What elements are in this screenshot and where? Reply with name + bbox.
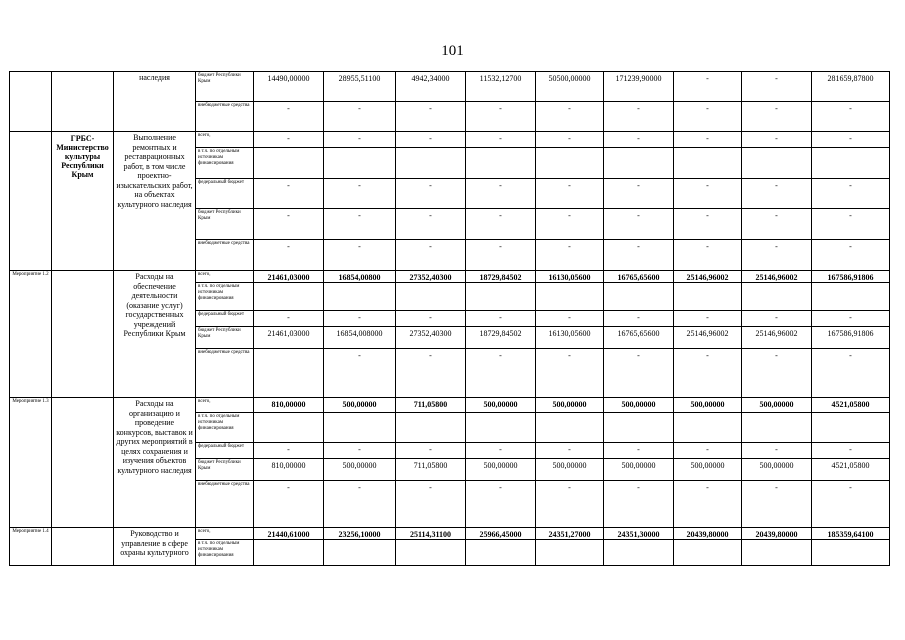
value-cell: - bbox=[812, 132, 890, 148]
value-cell: - bbox=[742, 179, 812, 209]
value-cell: - bbox=[254, 443, 324, 459]
value-cell: - bbox=[536, 179, 604, 209]
value-cell: 500,00000 bbox=[536, 398, 604, 413]
value-cell bbox=[674, 283, 742, 311]
value-cell: - bbox=[536, 311, 604, 327]
value-cell: 500,00000 bbox=[604, 398, 674, 413]
value-cell bbox=[674, 413, 742, 443]
value-cell: 810,00000 bbox=[254, 459, 324, 481]
value-cell: - bbox=[254, 179, 324, 209]
measure-number-cell bbox=[10, 72, 52, 132]
value-cell: 25114,31100 bbox=[396, 528, 466, 540]
value-cell: - bbox=[324, 240, 396, 271]
value-cell bbox=[536, 413, 604, 443]
value-cell: 500,00000 bbox=[466, 459, 536, 481]
value-cell: - bbox=[674, 349, 742, 398]
value-cell bbox=[396, 148, 466, 179]
value-cell: - bbox=[324, 311, 396, 327]
value-cell: 21440,61000 bbox=[254, 528, 324, 540]
value-cell: - bbox=[812, 349, 890, 398]
value-cell: - bbox=[604, 311, 674, 327]
value-cell: - bbox=[604, 349, 674, 398]
value-cell: - bbox=[536, 240, 604, 271]
value-cell bbox=[324, 540, 396, 566]
value-cell: 167586,91806 bbox=[812, 327, 890, 349]
value-cell: - bbox=[466, 240, 536, 271]
value-cell: - bbox=[742, 72, 812, 102]
value-cell: - bbox=[742, 443, 812, 459]
value-cell bbox=[254, 413, 324, 443]
value-cell: 27352,40300 bbox=[396, 271, 466, 283]
measure-number-cell: Мероприятие 1.2 bbox=[10, 271, 52, 398]
value-cell: 500,00000 bbox=[604, 459, 674, 481]
value-cell bbox=[536, 540, 604, 566]
value-cell: 21461,03000 bbox=[254, 327, 324, 349]
value-cell: - bbox=[536, 132, 604, 148]
value-cell: 810,00000 bbox=[254, 398, 324, 413]
funding-source-cell: всего, bbox=[196, 132, 254, 148]
value-cell: 25966,45000 bbox=[466, 528, 536, 540]
measure-number-cell: Мероприятие 1.4 bbox=[10, 528, 52, 566]
value-cell: - bbox=[466, 209, 536, 240]
value-cell: - bbox=[466, 179, 536, 209]
page-number: 101 bbox=[441, 43, 464, 59]
value-cell bbox=[674, 148, 742, 179]
value-cell bbox=[674, 540, 742, 566]
value-cell: - bbox=[324, 132, 396, 148]
value-cell: - bbox=[604, 132, 674, 148]
funding-source-cell: всего, bbox=[196, 271, 254, 283]
budget-table bbox=[9, 71, 890, 566]
funding-source-cell: федеральный бюджет bbox=[196, 311, 254, 327]
value-cell: 21461,03000 bbox=[254, 271, 324, 283]
value-cell: - bbox=[674, 72, 742, 102]
funding-source-cell: в т.ч. по отдельным источникам финансирования bbox=[196, 148, 254, 179]
table-row bbox=[10, 398, 890, 413]
value-cell: - bbox=[742, 349, 812, 398]
value-cell: - bbox=[324, 209, 396, 240]
value-cell bbox=[466, 148, 536, 179]
table-row bbox=[10, 528, 890, 540]
responsible-cell bbox=[52, 271, 114, 398]
value-cell: - bbox=[674, 179, 742, 209]
value-cell bbox=[466, 283, 536, 311]
value-cell: - bbox=[674, 443, 742, 459]
value-cell: - bbox=[742, 311, 812, 327]
table-row bbox=[10, 132, 890, 148]
value-cell: - bbox=[674, 481, 742, 528]
value-cell: 16765,65600 bbox=[604, 271, 674, 283]
value-cell bbox=[396, 413, 466, 443]
measure-name-cell: Расходы на обеспечение деятельности (оказание услуг) государственных учреждений Республики Крым bbox=[114, 271, 196, 398]
value-cell: - bbox=[396, 481, 466, 528]
value-cell bbox=[324, 413, 396, 443]
value-cell: - bbox=[604, 240, 674, 271]
funding-source-cell: внебюджетные средства bbox=[196, 102, 254, 132]
funding-source-cell: внебюджетные средства bbox=[196, 349, 254, 398]
value-cell: - bbox=[254, 102, 324, 132]
value-cell: - bbox=[324, 481, 396, 528]
value-cell: - bbox=[604, 102, 674, 132]
value-cell: 11532,12700 bbox=[466, 72, 536, 102]
value-cell: 4521,05800 bbox=[812, 459, 890, 481]
value-cell: - bbox=[674, 311, 742, 327]
value-cell: - bbox=[674, 132, 742, 148]
measure-number-cell bbox=[10, 132, 52, 271]
value-cell: - bbox=[396, 102, 466, 132]
value-cell: 16854,00800 bbox=[324, 271, 396, 283]
value-cell: - bbox=[324, 179, 396, 209]
value-cell: 500,00000 bbox=[742, 398, 812, 413]
value-cell bbox=[812, 540, 890, 566]
value-cell: 500,00000 bbox=[674, 459, 742, 481]
value-cell: - bbox=[396, 349, 466, 398]
value-cell: 185359,64100 bbox=[812, 528, 890, 540]
value-cell bbox=[536, 283, 604, 311]
value-cell: - bbox=[812, 179, 890, 209]
value-cell: 500,00000 bbox=[674, 398, 742, 413]
value-cell: - bbox=[466, 132, 536, 148]
responsible-cell bbox=[52, 72, 114, 132]
value-cell bbox=[466, 413, 536, 443]
value-cell: 500,00000 bbox=[536, 459, 604, 481]
value-cell: 500,00000 bbox=[742, 459, 812, 481]
value-cell: 25146,96002 bbox=[674, 271, 742, 283]
responsible-cell bbox=[52, 528, 114, 566]
funding-source-cell: в т.ч. по отдельным источникам финансирования bbox=[196, 283, 254, 311]
value-cell: 14490,00000 bbox=[254, 72, 324, 102]
value-cell: - bbox=[536, 209, 604, 240]
funding-source-cell: всего, bbox=[196, 528, 254, 540]
value-cell: 25146,96002 bbox=[674, 327, 742, 349]
measure-name-cell: наследия bbox=[114, 72, 196, 132]
value-cell: 167586,91806 bbox=[812, 271, 890, 283]
value-cell: - bbox=[604, 179, 674, 209]
value-cell: 25146,96002 bbox=[742, 327, 812, 349]
value-cell: - bbox=[812, 240, 890, 271]
value-cell: - bbox=[466, 349, 536, 398]
value-cell bbox=[604, 148, 674, 179]
value-cell bbox=[396, 540, 466, 566]
value-cell: - bbox=[604, 443, 674, 459]
value-cell: - bbox=[604, 209, 674, 240]
value-cell: - bbox=[324, 349, 396, 398]
value-cell: 18729,84502 bbox=[466, 271, 536, 283]
value-cell: - bbox=[812, 443, 890, 459]
value-cell: - bbox=[674, 209, 742, 240]
funding-source-cell: бюджет Республики Крым bbox=[196, 72, 254, 102]
value-cell: - bbox=[742, 240, 812, 271]
funding-source-cell: бюджет Республики Крым bbox=[196, 327, 254, 349]
value-cell: 16765,65600 bbox=[604, 327, 674, 349]
value-cell bbox=[254, 148, 324, 179]
value-cell: - bbox=[466, 311, 536, 327]
value-cell: - bbox=[536, 102, 604, 132]
value-cell: - bbox=[536, 349, 604, 398]
value-cell: - bbox=[396, 132, 466, 148]
funding-source-cell: федеральный бюджет bbox=[196, 443, 254, 459]
value-cell: 20439,80000 bbox=[674, 528, 742, 540]
value-cell: 711,05800 bbox=[396, 398, 466, 413]
value-cell: - bbox=[396, 179, 466, 209]
value-cell bbox=[604, 283, 674, 311]
value-cell: - bbox=[742, 481, 812, 528]
value-cell bbox=[604, 540, 674, 566]
value-cell: - bbox=[536, 443, 604, 459]
value-cell bbox=[742, 413, 812, 443]
value-cell: 500,00000 bbox=[466, 398, 536, 413]
value-cell bbox=[324, 148, 396, 179]
value-cell bbox=[254, 349, 324, 398]
value-cell bbox=[812, 283, 890, 311]
table-row bbox=[10, 72, 890, 102]
value-cell: - bbox=[812, 102, 890, 132]
value-cell: 4942,34000 bbox=[396, 72, 466, 102]
value-cell: - bbox=[812, 311, 890, 327]
value-cell: 20439,80000 bbox=[742, 528, 812, 540]
value-cell: 24351,30000 bbox=[604, 528, 674, 540]
value-cell: - bbox=[254, 209, 324, 240]
value-cell bbox=[812, 413, 890, 443]
value-cell: - bbox=[466, 443, 536, 459]
value-cell: - bbox=[254, 311, 324, 327]
value-cell: - bbox=[324, 443, 396, 459]
value-cell bbox=[396, 283, 466, 311]
responsible-cell: ГРБС-Министерство культуры Республики Крым bbox=[52, 132, 114, 271]
value-cell: 25146,96002 bbox=[742, 271, 812, 283]
value-cell: 171239,90000 bbox=[604, 72, 674, 102]
value-cell: - bbox=[742, 209, 812, 240]
funding-source-cell: в т.ч. по отдельным источникам финансирования bbox=[196, 413, 254, 443]
value-cell: 500,00000 bbox=[324, 459, 396, 481]
value-cell: - bbox=[674, 102, 742, 132]
value-cell: - bbox=[324, 102, 396, 132]
value-cell: 50500,00000 bbox=[536, 72, 604, 102]
funding-source-cell: бюджет Республики Крым bbox=[196, 209, 254, 240]
funding-source-cell: внебюджетные средства bbox=[196, 240, 254, 271]
value-cell: 16130,05600 bbox=[536, 271, 604, 283]
value-cell bbox=[254, 283, 324, 311]
value-cell bbox=[742, 283, 812, 311]
value-cell: - bbox=[604, 481, 674, 528]
value-cell: 24351,27000 bbox=[536, 528, 604, 540]
value-cell: - bbox=[396, 443, 466, 459]
value-cell: - bbox=[466, 102, 536, 132]
measure-number-cell: Мероприятие 1.3 bbox=[10, 398, 52, 528]
value-cell: 18729,84502 bbox=[466, 327, 536, 349]
value-cell: 4521,05800 bbox=[812, 398, 890, 413]
value-cell: - bbox=[466, 481, 536, 528]
value-cell: - bbox=[812, 481, 890, 528]
value-cell: 27352,40300 bbox=[396, 327, 466, 349]
table-row bbox=[10, 271, 890, 283]
value-cell: 16130,05600 bbox=[536, 327, 604, 349]
value-cell bbox=[742, 148, 812, 179]
value-cell: - bbox=[742, 102, 812, 132]
value-cell: 711,05800 bbox=[396, 459, 466, 481]
measure-name-cell: Расходы на организацию и проведение конкурсов, выставок и других мероприятий в целях сохранения и изучения объектов культурного наследия bbox=[114, 398, 196, 528]
funding-source-cell: внебюджетные средства bbox=[196, 481, 254, 528]
value-cell: 16854,008000 bbox=[324, 327, 396, 349]
value-cell: - bbox=[254, 240, 324, 271]
measure-name-cell: Руководство и управление в сфере охраны культурного bbox=[114, 528, 196, 566]
value-cell: - bbox=[396, 240, 466, 271]
value-cell bbox=[536, 148, 604, 179]
value-cell bbox=[604, 413, 674, 443]
value-cell: - bbox=[254, 481, 324, 528]
value-cell: - bbox=[396, 311, 466, 327]
value-cell: - bbox=[536, 481, 604, 528]
value-cell: 23256,10000 bbox=[324, 528, 396, 540]
value-cell: - bbox=[674, 240, 742, 271]
value-cell: - bbox=[742, 132, 812, 148]
value-cell: 500,00000 bbox=[324, 398, 396, 413]
value-cell bbox=[466, 540, 536, 566]
value-cell: 28955,51100 bbox=[324, 72, 396, 102]
value-cell bbox=[812, 148, 890, 179]
value-cell bbox=[324, 283, 396, 311]
funding-source-cell: бюджет Республики Крым bbox=[196, 459, 254, 481]
value-cell: - bbox=[812, 209, 890, 240]
value-cell bbox=[254, 540, 324, 566]
measure-name-cell: Выполнение ремонтных и реставрационных работ, в том числе проектно-изыскательских работ, на объектах культурного наследия bbox=[114, 132, 196, 271]
value-cell: - bbox=[396, 209, 466, 240]
funding-source-cell: всего, bbox=[196, 398, 254, 413]
value-cell: - bbox=[254, 132, 324, 148]
value-cell bbox=[742, 540, 812, 566]
responsible-cell bbox=[52, 398, 114, 528]
value-cell: 281659,87800 bbox=[812, 72, 890, 102]
funding-source-cell: в т.ч. по отдельным источникам финансирования bbox=[196, 540, 254, 566]
funding-source-cell: федеральный бюджет bbox=[196, 179, 254, 209]
